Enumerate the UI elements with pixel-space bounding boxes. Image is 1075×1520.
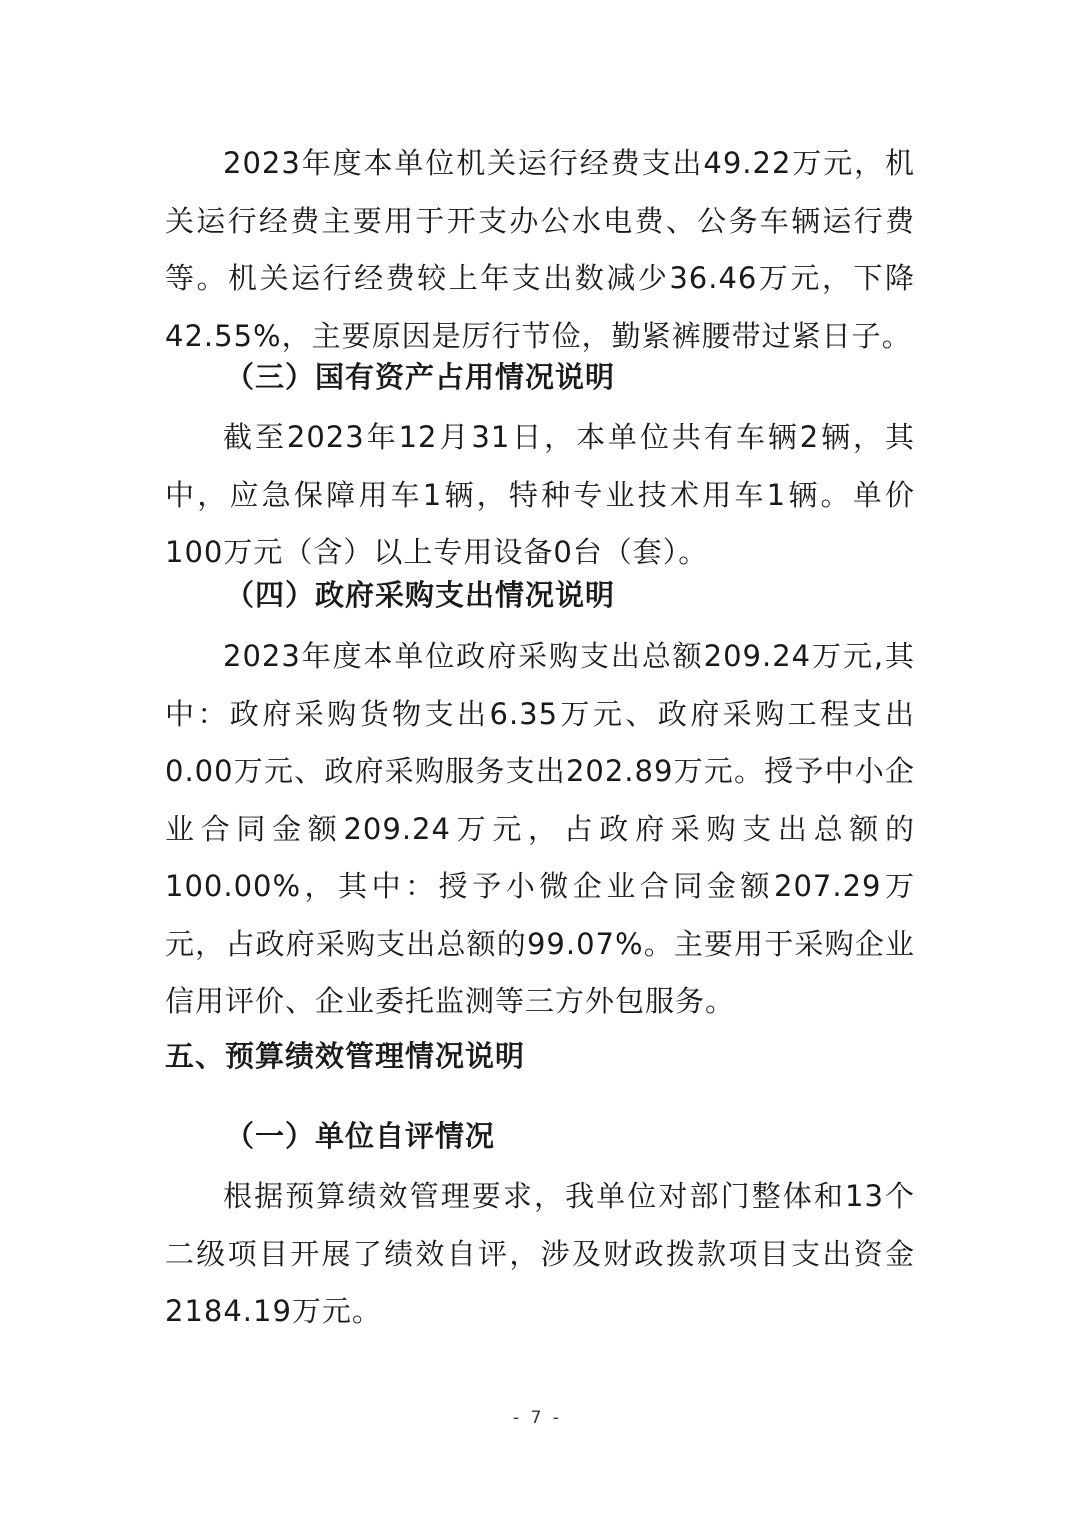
paragraph-self-evaluation: 根据预算绩效管理要求，我单位对部门整体和13个二级项目开展了绩效自评，涉及财政拨款项目支出资金2184.19万元。	[165, 1179, 915, 1328]
paragraph-state-assets: 截至2023年12月31日，本单位共有车辆2辆，其中，应急保障用车1辆，特种专业技术用车1辆。单价100万元（含）以上专用设备0台（套）。	[165, 420, 915, 569]
heading-performance-management: 五、预算绩效管理情况说明	[165, 1039, 526, 1073]
heading-self-evaluation: （一）单位自评情况	[225, 1119, 496, 1153]
page-number: - 7 -	[513, 1408, 562, 1428]
heading-procurement: （四）政府采购支出情况说明	[225, 578, 616, 612]
paragraph-procurement: 2023年度本单位政府采购支出总额209.24万元,其中：政府采购货物支出6.35万元、政府采购工程支出0.00万元、政府采购服务支出202.89万元。授予中小企业合同金额209.24万元，占政府采购支出总额的100.00%，其中：授予小微企业合同金额207.29万元，占政府采购支出总额的99.07%。主要用于采购企业信用评价、企业委托监测等三方外包服务。	[165, 639, 915, 1018]
heading-state-assets: （三）国有资产占用情况说明	[225, 360, 616, 394]
paragraph-operating-expenses: 2023年度本单位机关运行经费支出49.22万元，机关运行经费主要用于开支办公水电费、公务车辆运行费等。机关运行经费较上年支出数减少36.46万元，下降42.55%，主要原因是厉行节俭，勤紧裤腰带过紧日子。	[165, 146, 915, 353]
